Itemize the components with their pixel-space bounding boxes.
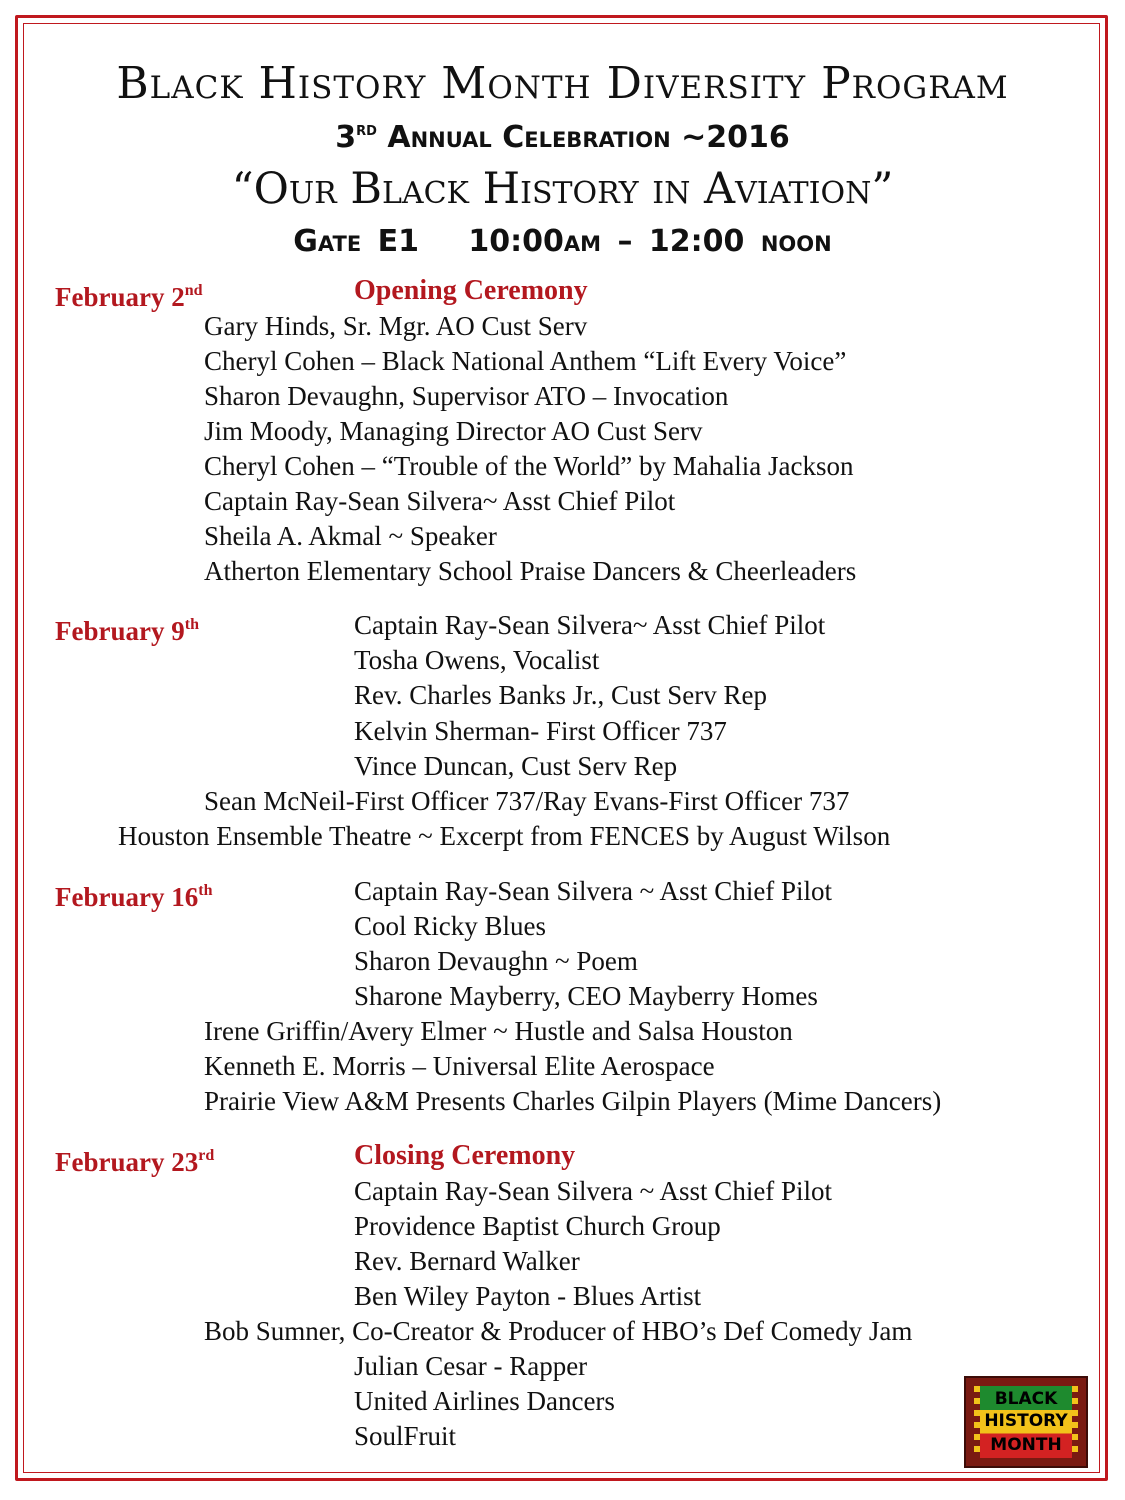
list-item: Rev. Charles Banks Jr., Cust Serv Rep xyxy=(354,680,767,710)
list-item: Sheila A. Akmal ~ Speaker xyxy=(204,521,497,551)
list-item: Cool Ricky Blues xyxy=(354,911,547,941)
list-item: Ben Wiley Payton - Blues Artist xyxy=(354,1281,702,1311)
annual-celebration: 3rd Annual Celebration ~2016 xyxy=(335,118,790,155)
list-item: Captain Ray-Sean Silvera ~ Asst Chief Pilot xyxy=(354,1176,833,1206)
program-title: Black History Month Diversity Program xyxy=(116,58,1009,109)
logo-line-2: HISTORY xyxy=(984,1411,1068,1431)
list-item: United Airlines Dancers xyxy=(354,1386,615,1416)
list-item: Jim Moody, Managing Director AO Cust Serv xyxy=(204,416,703,446)
list-item: Sean McNeil-First Officer 737/Ray Evans-First Officer 737 xyxy=(204,786,850,816)
list-item: Bob Sumner, Co-Creator & Producer of HBO’s Def Comedy Jam xyxy=(204,1316,913,1346)
list-item: Tosha Owens, Vocalist xyxy=(354,645,600,675)
list-item: Captain Ray-Sean Silvera~ Asst Chief Pilot xyxy=(354,610,826,640)
list-item: Cheryl Cohen – Black National Anthem “Lift Every Voice” xyxy=(204,346,847,376)
list-item: Kelvin Sherman- First Officer 737 xyxy=(354,716,727,746)
list-item: Houston Ensemble Theatre ~ Excerpt from FENCES by August Wilson xyxy=(118,821,891,851)
list-item: Providence Baptist Church Group xyxy=(354,1211,721,1241)
list-item: Atherton Elementary School Praise Dancers & Cheerleaders xyxy=(204,556,857,586)
date-feb-16: February 16th xyxy=(55,882,213,912)
logo-line-3: MONTH xyxy=(990,1435,1062,1455)
logo-line-1: BLACK xyxy=(994,1389,1058,1409)
program-theme: “Our Black History in Aviation” xyxy=(231,164,894,214)
list-item: Vince Duncan, Cust Serv Rep xyxy=(354,751,678,781)
list-item: Gary Hinds, Sr. Mgr. AO Cust Serv xyxy=(204,311,588,341)
date-feb-23: February 23rd xyxy=(55,1147,215,1177)
list-item: Captain Ray-Sean Silvera ~ Asst Chief Pilot xyxy=(354,876,833,906)
list-item: Rev. Bernard Walker xyxy=(354,1246,580,1276)
black-history-month-logo xyxy=(964,1376,1088,1468)
opening-ceremony-heading: Opening Ceremony xyxy=(354,275,588,306)
list-item: Cheryl Cohen – “Trouble of the World” by Mahalia Jackson xyxy=(204,451,854,481)
logo-stripes xyxy=(974,1386,1078,1458)
list-item: Captain Ray-Sean Silvera~ Asst Chief Pilot xyxy=(204,486,676,516)
list-item: SoulFruit xyxy=(354,1421,457,1451)
closing-ceremony-heading: Closing Ceremony xyxy=(354,1140,576,1171)
list-item: Julian Cesar - Rapper xyxy=(354,1351,588,1381)
list-item: Irene Griffin/Avery Elmer ~ Hustle and Salsa Houston xyxy=(204,1016,793,1046)
list-item: Kenneth E. Morris – Universal Elite Aerospace xyxy=(204,1051,715,1081)
list-item: Sharon Devaughn, Supervisor ATO – Invocation xyxy=(204,381,729,411)
list-item: Sharone Mayberry, CEO Mayberry Homes xyxy=(354,981,818,1011)
list-item: Prairie View A&M Presents Charles Gilpin Players (Mime Dancers) xyxy=(204,1086,942,1116)
location-time: Gate E1 10:00am – 12:00 noon xyxy=(293,224,832,259)
date-feb-9: February 9th xyxy=(55,616,199,646)
list-item: Sharon Devaughn ~ Poem xyxy=(354,946,638,976)
date-feb-2: February 2nd xyxy=(55,282,203,312)
